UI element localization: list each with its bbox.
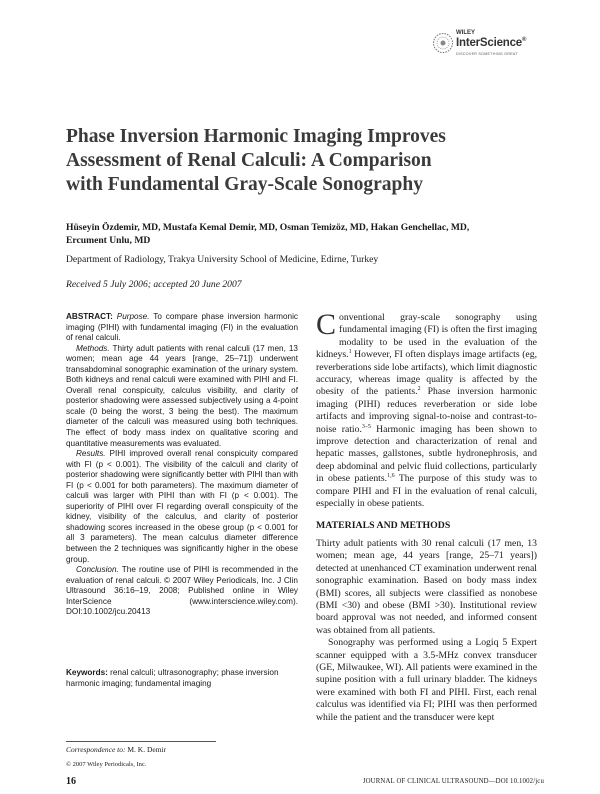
title-line: with Fundamental Gray-Scale Sonography <box>66 174 423 195</box>
article-title <box>66 125 546 197</box>
citation: 1,6 <box>387 473 395 480</box>
page-number: 16 <box>66 776 76 787</box>
drop-cap: C <box>316 308 337 341</box>
author-list <box>66 222 536 247</box>
received-accepted-dates: Received 5 July 2006; accepted 20 June 2007 <box>66 279 242 290</box>
abstract-label: ABSTRACT: <box>66 312 113 321</box>
citation: 3–5 <box>361 423 371 430</box>
brand-tagline: DISCOVER SOMETHING GREAT <box>456 52 518 56</box>
abstract-results: Results. PIHI improved overall renal conspicuity compared with FI (p < 0.001). The visibility of the calculi and clarity of posterior shadowing were significantly better with PIHI than with FI (p < 0.001 for both parameters). The maximum diameter of calculi was larger with PIHI than with FI (p < 0.001). The superiority of PIHI over FI regarding overall conspicuity of the kidney, visibility of the calculus, and clarity of posterior shadowing scores increased in the obese group (p < 0.001 for all 3 parameters). The mean calculus diameter difference between the 2 techniques was significantly higher in the obese group. <box>66 449 298 564</box>
author-line: Hüseyin Özdemir, MD, Mustafa Kemal Demir, MD, Osman Temizöz, MD, Hakan Genchellac, MD, <box>66 222 470 233</box>
abstract-methods: Methods. Thirty adult patients with renal calculi (17 men, 13 women; mean age 44 years [range, 25–71]) underwent transabdominal sonographic examination of the urinary system. Both kidneys and renal calculi were examined with PIHI and FI. Overall renal conspicuity, calculus visibility, and clarity of posterior shadowing were assessed subjectively using a 4-point scale (0 being the worst, 3 being the best). The maximum diameter of the calculi was measured using both techniques. The effect of body mass index on qualitative scoring and quantitative measurements was evaluated. <box>66 343 298 448</box>
citation: 1 <box>348 348 352 355</box>
title-line: Phase Inversion Harmonic Imaging Improves <box>66 126 446 147</box>
intro-paragraph: Conventional gray-scale sonography using fundamental imaging (FI) is often the first imaging modality to be used in the evaluation of the kidneys.$^1$ However, FI often displays image artifacts (eg, reverberations side lobe artifacts), which limit diagnostic accuracy, whereas image quality is affected by the obesity of the patients.$^2$ Phase inversion harmonic imaging (PIHI) reduces reverberation or side lobe artifacts and improving signal-to-noise and contrast-to-noise ratio.$^{3-5}$ Harmonic imaging has been shown to improve detection and characterization of renal and hepatic masses, gallstones, subtle hydronephrosis, and deep abdominal and pelvic fluid collections, particularly in obese patients.$^{1,6}$ The purpose of this study was to compare PIHI and FI in the evaluation of renal calculi, especially in obese patients. <box>316 308 537 510</box>
correspondence-footnote: Correspondence to: M. K. Demir <box>66 745 167 754</box>
body-column <box>316 308 537 724</box>
brand-name: InterScience® <box>456 37 527 49</box>
abstract <box>66 312 298 618</box>
citation: 2 <box>417 386 421 393</box>
section-heading: MATERIALS AND METHODS <box>316 519 451 531</box>
running-footer: JOURNAL OF CLINICAL ULTRASOUND—DOI 10.1002/jcu <box>362 778 544 785</box>
publisher-name: WILEY <box>456 30 475 36</box>
methods-paragraph: Thirty adult patients with 30 renal calculi (17 men, 13 women; mean age, 44 years [range, 25–71 years]) detected at unenhanced CT examination underwent renal sonographic examination. Based on body mass index (BMI) scores, all subjects were classified as nonobese (BMI <30) and obese (BMI >30). Institutional review board approval was not needed, and informed consent was obtained from all patients. <box>316 537 537 636</box>
keywords-label: Keywords: <box>66 668 108 677</box>
keywords <box>66 668 298 689</box>
footnote-divider <box>66 741 216 742</box>
copyright-notice: © 2007 Wiley Periodicals, Inc. <box>66 761 147 768</box>
wiley-globe-icon <box>432 32 454 54</box>
author-line: Ercument Unlu, MD <box>66 234 151 246</box>
title-line: Assessment of Renal Calculi: A Comparison <box>66 150 432 171</box>
abstract-conclusion: Conclusion. The routine use of PIHI is recommended in the evaluation of renal calculi. © 2007 Wiley Periodicals, Inc. J Clin Ultrasound 36:16–19, 2008; Published online in Wiley InterScience (www.interscience.wiley.com). DOI:10.1002/jcu.20413 <box>66 565 298 617</box>
publisher-logo <box>432 28 552 64</box>
methods-paragraph: Sonography was performed using a Logiq 5 Expert scanner equipped with a 3.5-MHz convex transducer (GE, Milwaukee, WI). All patients were examined in the supine position with a full urinary bladder. The kidneys were examined with both FI and PIHI. First, each renal calculus was identified via FI; PIHI was then performed while the patient and the transducer were kept <box>316 637 537 723</box>
keywords-text: renal calculi; ultrasonography; phase inversion harmonic imaging; fundamental imaging <box>66 668 279 688</box>
affiliation: Department of Radiology, Trakya University School of Medicine, Edirne, Turkey <box>66 254 379 265</box>
abstract-purpose: ABSTRACT: Purpose. To compare phase inversion harmonic imaging (PIHI) with fundamental imaging (FI) in the evaluation of renal calculi. <box>66 312 298 343</box>
